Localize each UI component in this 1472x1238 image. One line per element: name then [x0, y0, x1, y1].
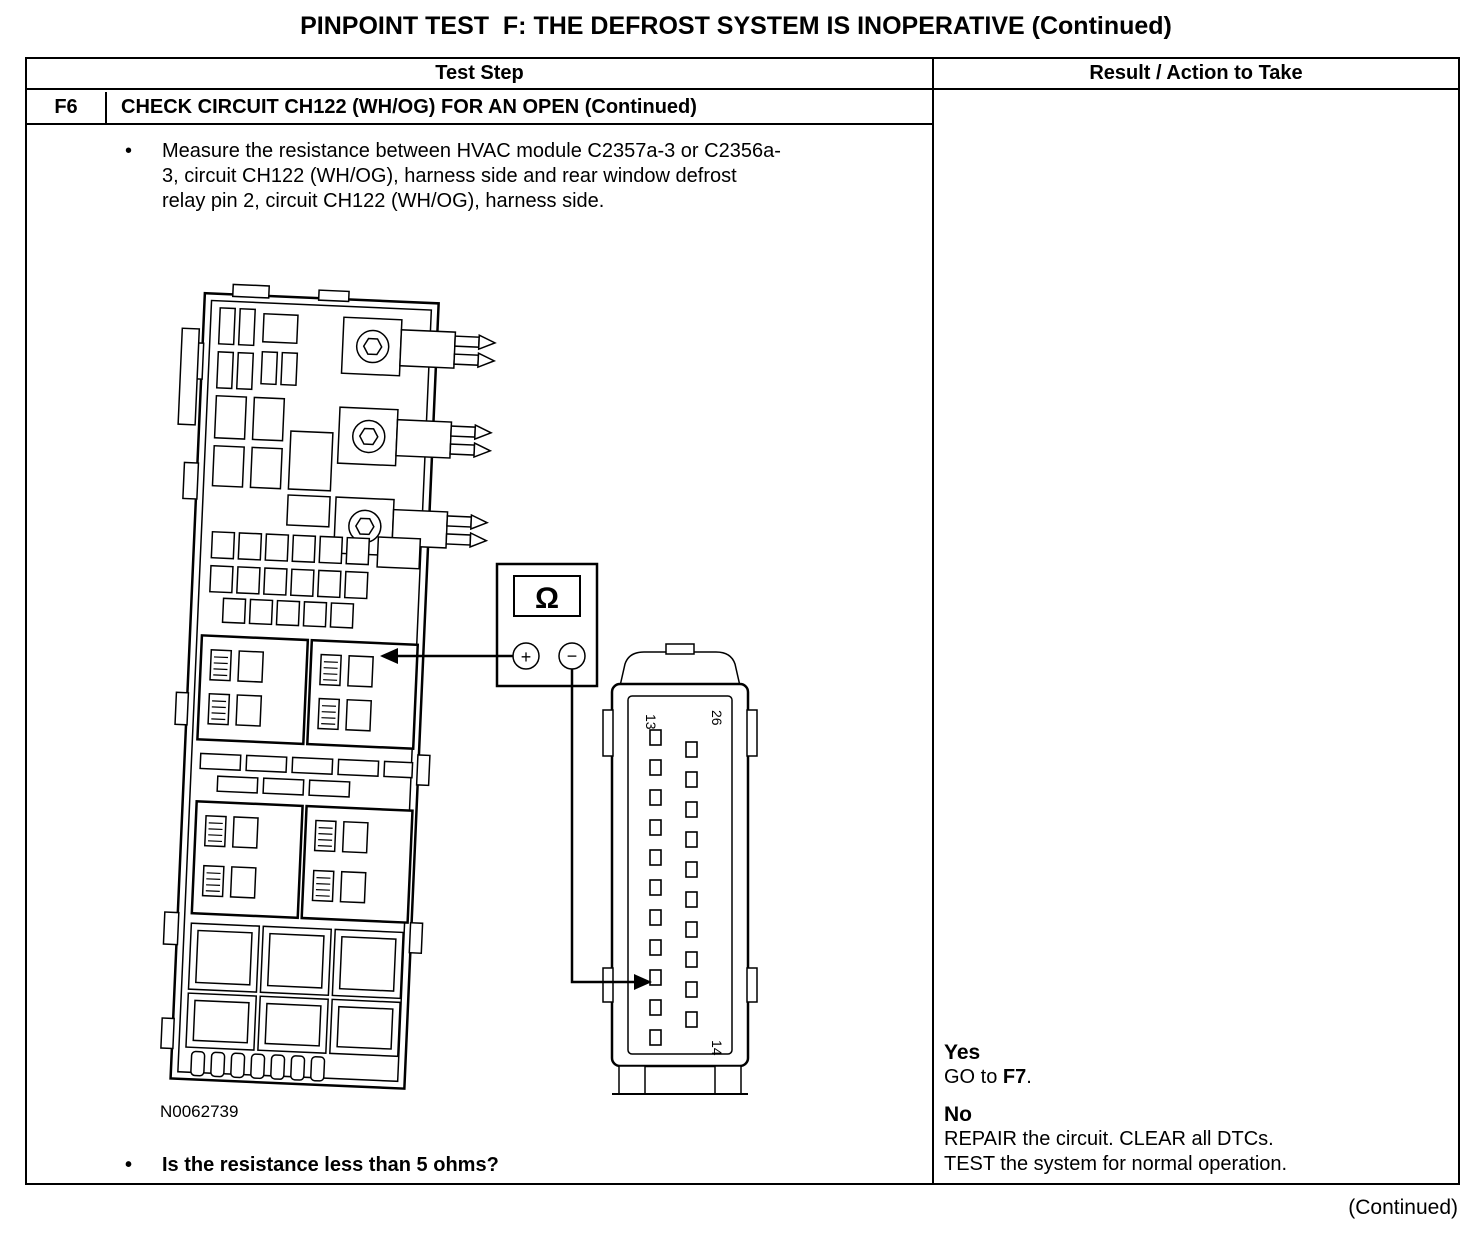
- yes-action-ref: F7: [1002, 1066, 1027, 1088]
- instruction-bullet: [125, 139, 782, 214]
- bullet-icon: •: [125, 140, 133, 162]
- plus-probe-label: +: [520, 647, 532, 667]
- header-result-action: Result / Action to Take: [934, 59, 1458, 90]
- yes-action-prefix: GO to: [944, 1066, 1003, 1088]
- page-title: PINPOINT TEST F: THE DEFROST SYSTEM IS INOPERATIVE (Continued): [300, 12, 1172, 40]
- minus-probe-label: −: [566, 646, 578, 666]
- stud-terminals: [334, 317, 496, 559]
- header-test-step: Test Step: [27, 59, 932, 90]
- figure-svg: [152, 282, 792, 1132]
- connector-body: [612, 684, 748, 1066]
- result-cell: [934, 92, 1458, 1183]
- yes-action-suffix: .: [1026, 1066, 1032, 1088]
- actions-spacer: [944, 1090, 1287, 1102]
- result-actions: [944, 1040, 1287, 1177]
- connector: [603, 644, 757, 1094]
- step-title: CHECK CIRCUIT CH122 (WH/OG) FOR AN OPEN (Continued): [121, 96, 697, 118]
- ohm-symbol: Ω: [534, 582, 560, 615]
- question-bullet: [125, 1153, 499, 1178]
- step-title-row: [27, 92, 932, 125]
- bullet-icon: •: [125, 1154, 133, 1176]
- multimeter: [497, 564, 597, 686]
- figure-label: N0062739: [160, 1102, 239, 1121]
- figure-diagram: [152, 282, 792, 1132]
- step-id: F6: [27, 92, 107, 123]
- footer-continued: (Continued): [1348, 1196, 1458, 1219]
- instruction-text: Measure the resistance between HVAC module C2357a-3 or C2356a-3, circuit CH122 (WH/OG), harness side and rear window defrost relay pin 2, circuit CH122 (WH/OG), harness side.: [162, 140, 781, 212]
- no-action-line-2: TEST the system for normal operation.: [944, 1153, 1288, 1175]
- pinpoint-test-table: [25, 57, 1460, 1185]
- pin-label-26: 26: [709, 710, 725, 726]
- yes-label: Yes: [944, 1041, 981, 1064]
- fuse-box: [152, 282, 497, 1091]
- pin-label-13: 13: [643, 714, 659, 730]
- yes-action: [944, 1065, 1287, 1090]
- question-text: Is the resistance less than 5 ohms?: [162, 1154, 499, 1176]
- no-action-line-1: REPAIR the circuit. CLEAR all DTCs.: [944, 1128, 1274, 1150]
- pin-label-14: 14: [709, 1040, 725, 1056]
- no-label: No: [944, 1103, 972, 1126]
